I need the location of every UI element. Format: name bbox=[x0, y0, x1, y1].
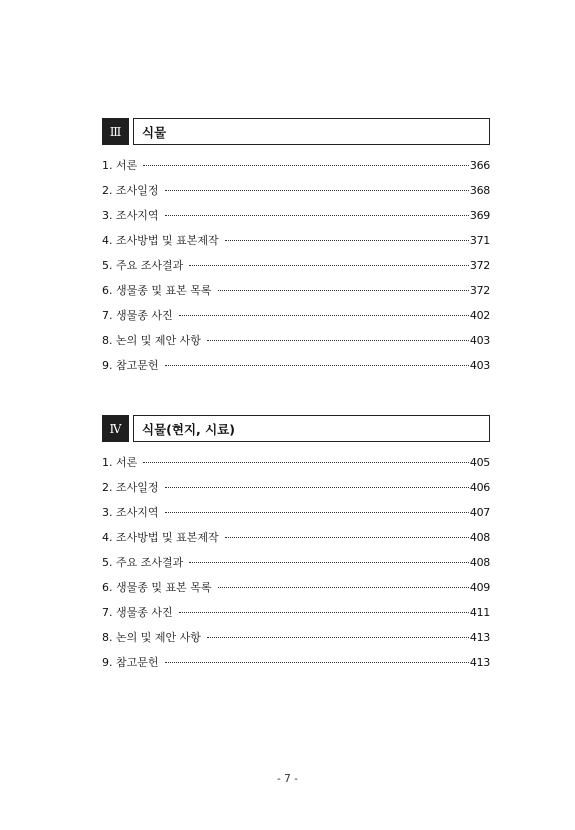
toc-entry-label: 5. 주요 조사결과 bbox=[102, 259, 184, 272]
toc-entry-label: 9. 참고문헌 bbox=[102, 359, 159, 372]
leader-dots bbox=[179, 611, 469, 613]
toc-entry[interactable] bbox=[102, 479, 490, 504]
toc-entry-page: 407 bbox=[469, 506, 490, 519]
toc-entry[interactable] bbox=[102, 604, 490, 629]
toc-entry[interactable] bbox=[102, 282, 490, 307]
toc-entry-page: 408 bbox=[469, 556, 490, 569]
leader-dots bbox=[143, 164, 469, 166]
toc-entry-label: 2. 조사일정 bbox=[102, 184, 159, 197]
toc-entry[interactable] bbox=[102, 357, 490, 382]
toc-entry-label: 9. 참고문헌 bbox=[102, 656, 159, 669]
leader-dots bbox=[165, 661, 469, 663]
toc-entry-page: 405 bbox=[469, 456, 490, 469]
leader-dots bbox=[165, 511, 469, 513]
leader-dots bbox=[143, 461, 469, 463]
toc-entry-page: 369 bbox=[469, 209, 490, 222]
toc-entry[interactable] bbox=[102, 257, 490, 282]
toc-entry[interactable] bbox=[102, 579, 490, 604]
leader-dots bbox=[179, 314, 469, 316]
toc-section-4 bbox=[102, 415, 490, 679]
toc-entries bbox=[102, 454, 490, 679]
toc-entry-label: 4. 조사방법 및 표본제작 bbox=[102, 234, 219, 247]
toc-entry-page: 411 bbox=[469, 606, 490, 619]
toc-entry[interactable] bbox=[102, 207, 490, 232]
toc-entry-label: 7. 생물종 사진 bbox=[102, 309, 173, 322]
toc-entry[interactable] bbox=[102, 307, 490, 332]
leader-dots bbox=[165, 486, 469, 488]
toc-entry-label: 8. 논의 및 제안 사항 bbox=[102, 631, 201, 644]
leader-dots bbox=[207, 339, 469, 341]
section-header bbox=[102, 415, 490, 442]
toc-entry[interactable] bbox=[102, 182, 490, 207]
toc-entry-page: 371 bbox=[469, 234, 490, 247]
toc-entry[interactable] bbox=[102, 157, 490, 182]
toc-entry-page: 409 bbox=[469, 581, 490, 594]
toc-entry[interactable] bbox=[102, 454, 490, 479]
toc-entries bbox=[102, 157, 490, 382]
toc-entry-page: 413 bbox=[469, 656, 490, 669]
toc-entry-label: 4. 조사방법 및 표본제작 bbox=[102, 531, 219, 544]
toc-entry-label: 1. 서론 bbox=[102, 159, 138, 172]
section-numeral: Ⅳ bbox=[102, 415, 129, 442]
toc-entry[interactable] bbox=[102, 529, 490, 554]
toc-entry-page: 372 bbox=[469, 284, 490, 297]
toc-entry-page: 366 bbox=[469, 159, 490, 172]
toc-entry[interactable] bbox=[102, 504, 490, 529]
section-numeral: Ⅲ bbox=[102, 118, 129, 145]
toc-entry-page: 403 bbox=[469, 334, 490, 347]
leader-dots bbox=[207, 636, 469, 638]
leader-dots bbox=[189, 264, 469, 266]
toc-entry-label: 3. 조사지역 bbox=[102, 209, 159, 222]
toc-entry-label: 3. 조사지역 bbox=[102, 506, 159, 519]
toc-entry-page: 406 bbox=[469, 481, 490, 494]
toc-entry-label: 6. 생물종 및 표본 목록 bbox=[102, 581, 212, 594]
leader-dots bbox=[165, 364, 469, 366]
leader-dots bbox=[189, 561, 469, 563]
toc-entry-label: 7. 생물종 사진 bbox=[102, 606, 173, 619]
page-number: - 7 - bbox=[277, 773, 298, 785]
toc-entry-page: 402 bbox=[469, 309, 490, 322]
toc-entry-label: 8. 논의 및 제안 사항 bbox=[102, 334, 201, 347]
toc-entry-page: 368 bbox=[469, 184, 490, 197]
toc-entry[interactable] bbox=[102, 654, 490, 679]
toc-entry-label: 2. 조사일정 bbox=[102, 481, 159, 494]
toc-entry-label: 1. 서론 bbox=[102, 456, 138, 469]
section-title: 식물 bbox=[133, 118, 490, 145]
toc-entry-page: 413 bbox=[469, 631, 490, 644]
toc-entry-page: 403 bbox=[469, 359, 490, 372]
section-title: 식물(현지, 시료) bbox=[133, 415, 490, 442]
toc-entry-page: 408 bbox=[469, 531, 490, 544]
section-header bbox=[102, 118, 490, 145]
toc-entry-page: 372 bbox=[469, 259, 490, 272]
toc-entry[interactable] bbox=[102, 332, 490, 357]
toc-entry-label: 5. 주요 조사결과 bbox=[102, 556, 184, 569]
leader-dots bbox=[165, 214, 469, 216]
toc-entry[interactable] bbox=[102, 629, 490, 654]
toc-entry-label: 6. 생물종 및 표본 목록 bbox=[102, 284, 212, 297]
leader-dots bbox=[218, 289, 469, 291]
leader-dots bbox=[225, 536, 469, 538]
toc-entry[interactable] bbox=[102, 554, 490, 579]
toc-entry[interactable] bbox=[102, 232, 490, 257]
leader-dots bbox=[165, 189, 469, 191]
leader-dots bbox=[225, 239, 469, 241]
leader-dots bbox=[218, 586, 469, 588]
toc-section-3 bbox=[102, 118, 490, 382]
